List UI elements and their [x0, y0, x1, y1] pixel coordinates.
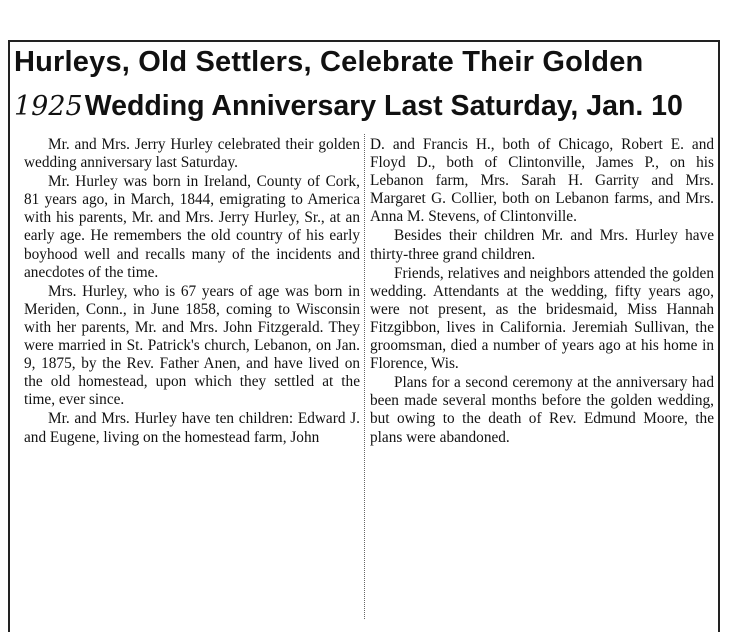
paragraph: Mr. and Mrs. Jerry Hurley celebrated their golden wedding anniversary last Saturday. [24, 136, 360, 172]
article-column-1 [24, 136, 360, 447]
paragraph: Mrs. Hurley, who is 67 years of age was born in Meriden, Conn., in June 1858, coming to Wisconsin with her parents, Mr. and Mrs. John Fitzgerald. They were married in St. Patrick's church, Lebanon, on Jan. 9, 1875, by the Rev. Father Anen, and have lived on the old homestead, upon which they settled at the time, ever since. [24, 282, 360, 409]
handwritten-year-note: 1925 [14, 91, 83, 122]
paragraph: Besides their children Mr. and Mrs. Hurley have thirty-three grand children. [370, 227, 714, 263]
headline-line-2-text: Wedding Anniversary Last Saturday, Jan. 10 [84, 90, 683, 122]
paragraph: Mr. and Mrs. Hurley have ten children: Edward J. and Eugene, living on the homestead farm, John [24, 410, 360, 446]
paragraph: Plans for a second ceremony at the anniversary had been made several months before the golden wedding, but owing to the death of Rev. Edmund Moore, the plans were abandoned. [370, 374, 714, 446]
headline-line-2 [14, 90, 714, 123]
paragraph: Friends, relatives and neighbors attended the golden wedding. Attendants at the wedding, fifty years ago, were not present, as the bridesmaid, Miss Hannah Fitzgibbon, lives in California. Jeremiah Sullivan, the groomsman, died a number of years ago at his home in Florence, Wis. [370, 264, 714, 373]
headline-line-1: Hurleys, Old Settlers, Celebrate Their Golden [14, 46, 644, 78]
article-column-2 [370, 136, 714, 447]
paragraph-continuation: D. and Francis H., both of Chicago, Robert E. and Floyd D., both of Clintonville, James P., on his Lebanon farm, Mrs. Sarah H. Garrity and Mrs. Margaret G. Collier, both on Lebanon farms, and Mrs. Anna M. Stevens, of Clintonville. [370, 136, 714, 226]
paragraph: Mr. Hurley was born in Ireland, County of Cork, 81 years ago, in March, 1844, emigrating to America with his parents, Mr. and Mrs. Jerry Hurley, Sr., at an early age. He remembers the old country of his early boyhood well and recalls many of the incidents and anecdotes of the time. [24, 173, 360, 281]
column-divider [364, 134, 366, 619]
